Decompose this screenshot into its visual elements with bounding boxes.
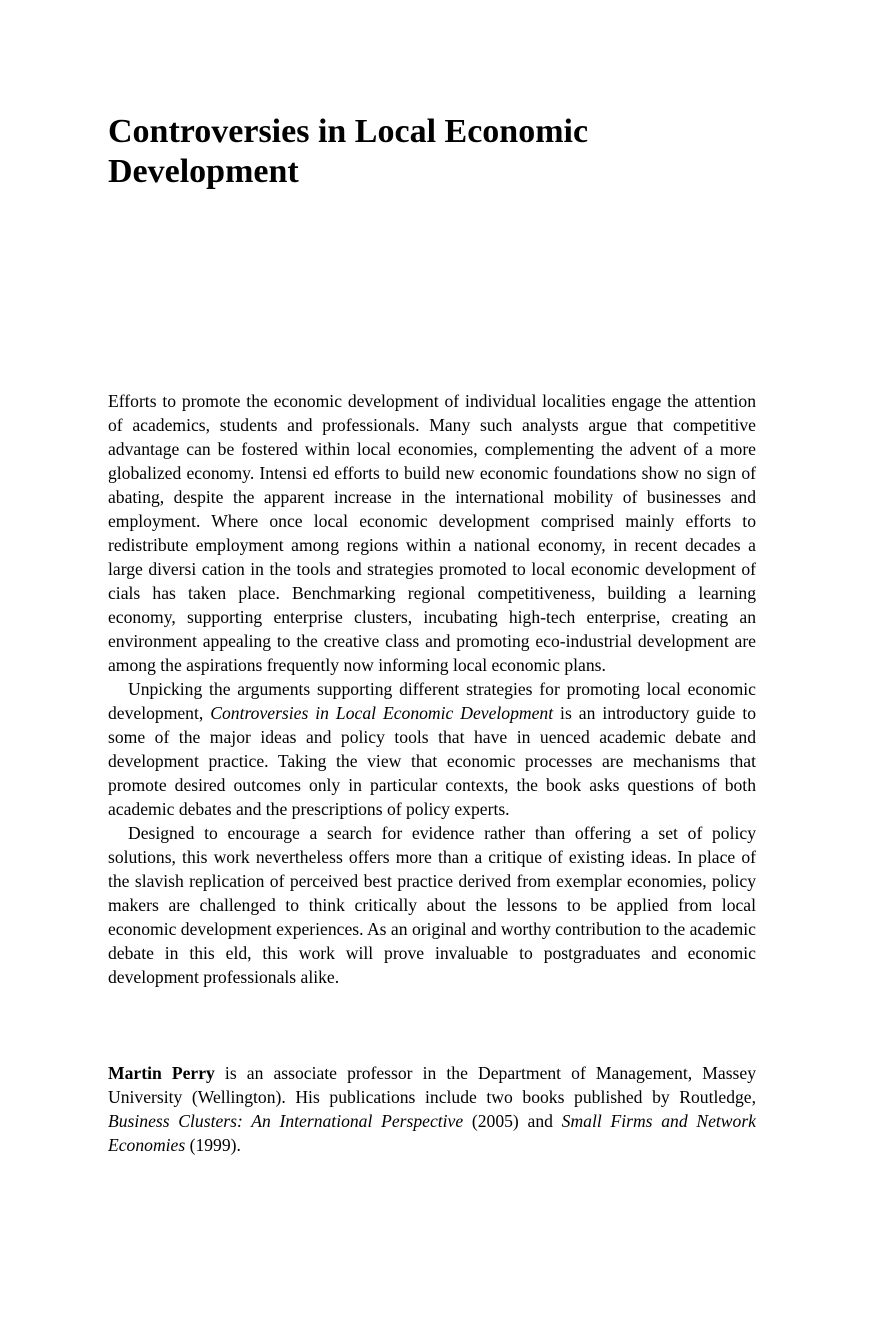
author-name: Martin Perry: [108, 1063, 215, 1083]
author-bio-text-2: (2005) and: [463, 1111, 562, 1131]
author-book-1: Business Clusters: An International Perspective: [108, 1111, 464, 1131]
author-bio-text-3: (1999).: [185, 1135, 241, 1155]
description-paragraph-3: Designed to encourage a search for evidence rather than offering a set of policy solutions, this work nevertheless offers more than a critique of existing ideas. In place of the slavish replication of perceived best practice derived from exemplar economies, policy makers are challenged to think critically about the lessons to be applied from local economic development experiences. As an original and worthy contribution to the academic debate in this eld, this work will prove invaluable to postgraduates and economic development professionals alike.: [108, 823, 756, 987]
paragraph-2-text-before: Unpicking the arguments supporting different strategies for promoting local economic development,: [108, 679, 756, 723]
author-book-2: Small Firms and Network Economies: [108, 1111, 756, 1155]
description-paragraph-1: Efforts to promote the economic development of individual localities engage the attention of academics, students and professionals. Many such analysts argue that competitive advantage can be fostered within local economies, complementing the advent of a more globalized economy. Intensi ed efforts to build new economic foundations show no sign of abating, despite the apparent increase in the international mobility of businesses and employment. Where once local economic development comprised mainly efforts to redistribute employment among regions within a national economy, in recent decades a large diversi cation in the tools and strategies promoted to local economic development of cials has taken place. Benchmarking regional competitiveness, building a learning economy, supporting enterprise clusters, incubating high-tech enterprise, creating an environment appealing to the creative class and promoting eco-industrial development are among the aspirations frequently now informing local economic plans.: [108, 391, 756, 675]
author-bio: [108, 1061, 756, 1157]
book-title-reference: Controversies in Local Economic Development: [210, 703, 554, 723]
page-title: Controversies in Local Economic Development: [108, 113, 589, 190]
description-paragraph-2: [108, 677, 756, 821]
book-description: [108, 389, 756, 989]
author-bio-text-1: is an associate professor in the Department of Management, Massey University (Wellington). His publications include two books published by Routledge,: [108, 1063, 757, 1107]
paragraph-2-text-after: is an introductory guide to some of the major ideas and policy tools that have in uenced academic debate and development practice. Taking the view that economic processes are mechanisms that promote desired outcomes only in particular contexts, the book asks questions of both academic debates and the prescriptions of policy experts.: [108, 703, 756, 819]
